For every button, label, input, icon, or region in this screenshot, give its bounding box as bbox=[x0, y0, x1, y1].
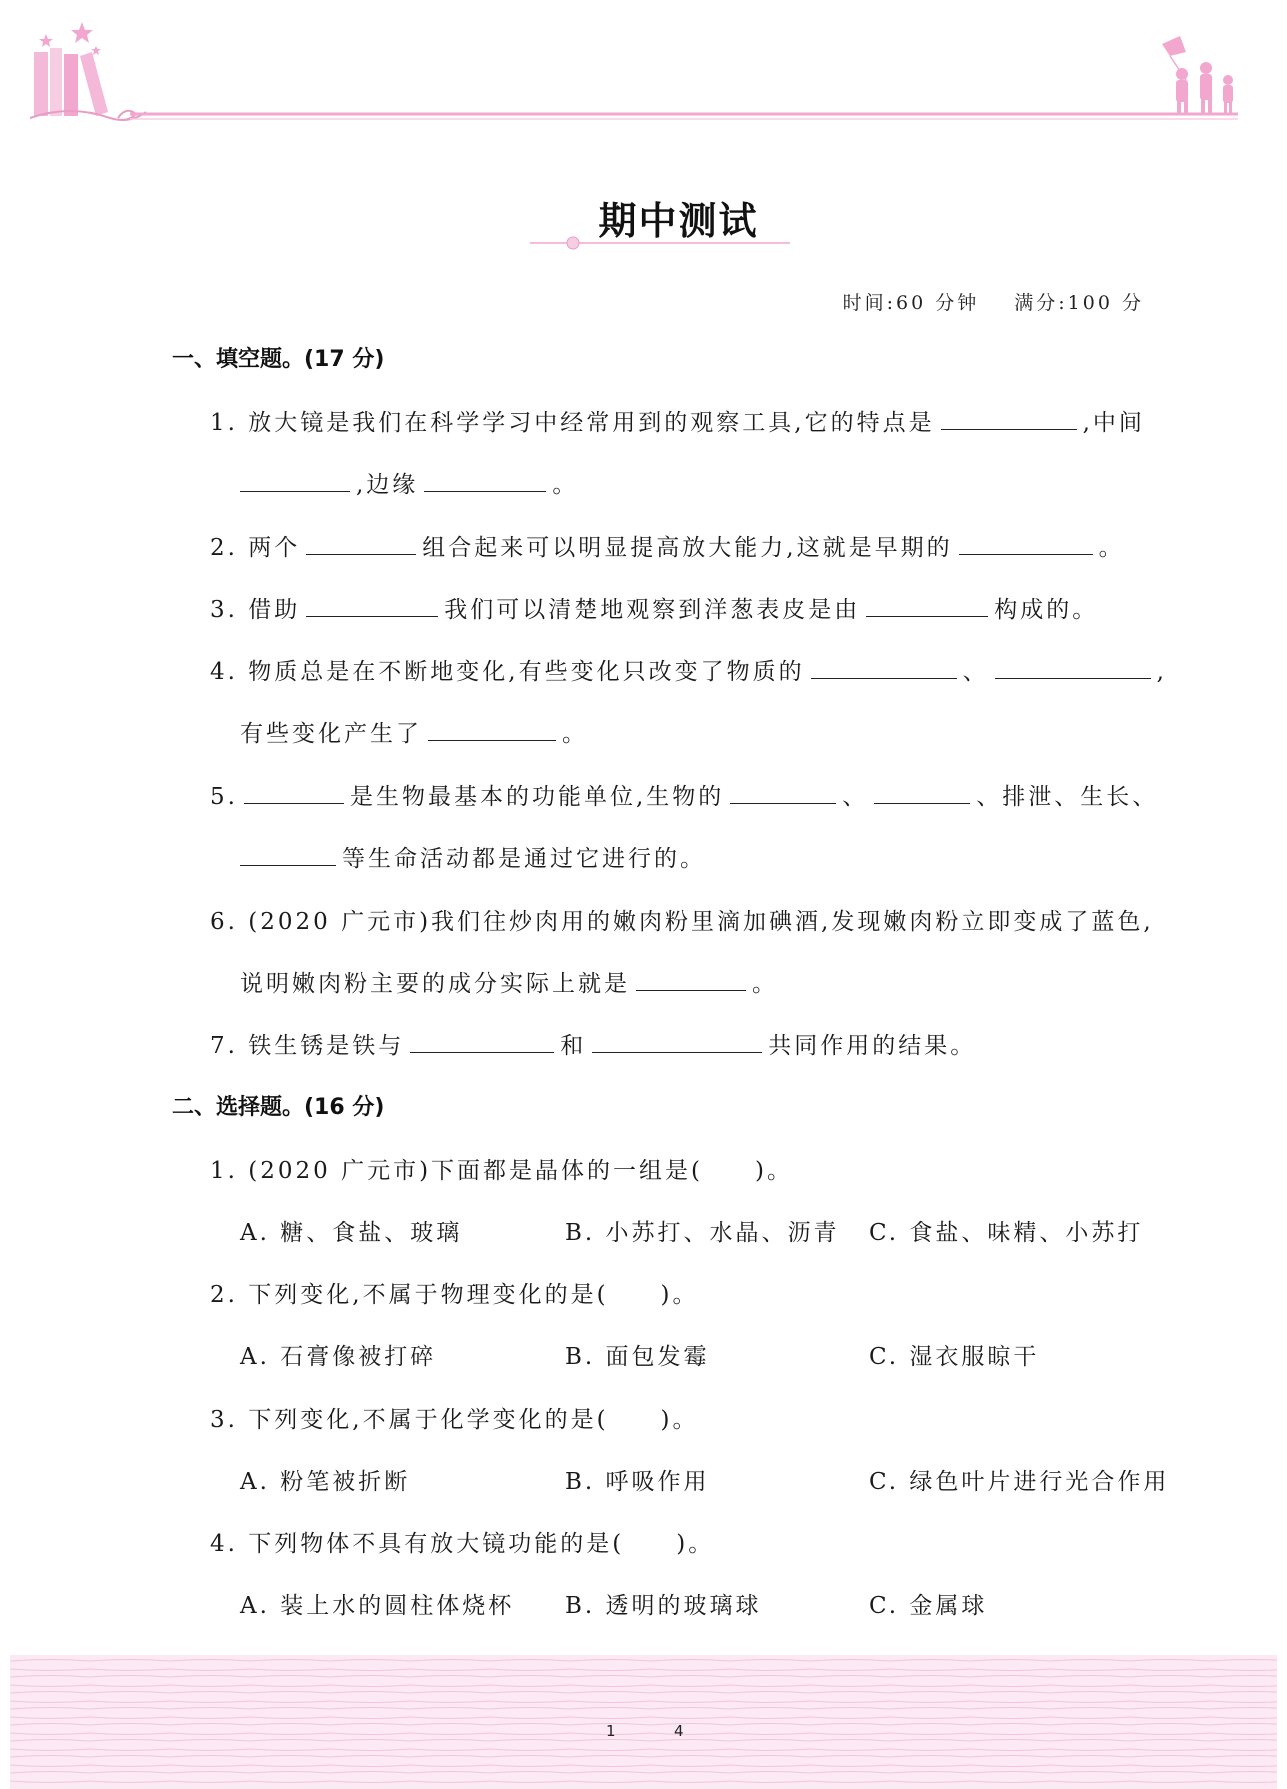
choice-question-4: 4. 下列物体不具有放大镜功能的是( )。 bbox=[210, 1531, 715, 1557]
books-icon bbox=[30, 48, 146, 120]
choice-option-c[interactable]: C. 绿色叶片进行光合作用 bbox=[869, 1469, 1170, 1495]
fill-question-1: 1. 放大镜是我们在科学学习中经常用到的观察工具,它的特点是 ,中间 bbox=[210, 404, 1145, 437]
answer-blank[interactable] bbox=[959, 532, 1093, 555]
footer-wave-band bbox=[10, 1655, 1277, 1789]
answer-blank[interactable] bbox=[811, 656, 957, 679]
answer-blank[interactable] bbox=[874, 781, 970, 804]
choice-option-c[interactable]: C. 湿衣服晾干 bbox=[869, 1344, 1040, 1370]
choice-option-a[interactable]: A. 粉笔被折断 bbox=[240, 1469, 411, 1495]
answer-blank[interactable] bbox=[410, 1030, 554, 1053]
fill-question-7: 7. 铁生锈是铁与 和 共同作用的结果。 bbox=[210, 1027, 976, 1060]
choice-option-c[interactable]: C. 食盐、味精、小苏打 bbox=[869, 1220, 1144, 1246]
section-fill-heading: 一、填空题。(17 分) bbox=[172, 347, 385, 372]
choice-question-3: 3. 下列变化,不属于化学变化的是( )。 bbox=[210, 1407, 699, 1433]
fill-question-5-cont: 等生命活动都是通过它进行的。 bbox=[240, 840, 706, 873]
answer-blank[interactable] bbox=[941, 407, 1077, 430]
choice-option-b[interactable]: B. 面包发霉 bbox=[565, 1344, 710, 1370]
choice-option-a[interactable]: A. 糖、食盐、玻璃 bbox=[240, 1220, 463, 1246]
choice-option-c[interactable]: C. 金属球 bbox=[869, 1593, 988, 1619]
choice-question-1: 1. (2020 广元市)下面都是晶体的一组是( )。 bbox=[210, 1158, 793, 1184]
answer-blank[interactable] bbox=[995, 656, 1151, 679]
answer-blank[interactable] bbox=[240, 469, 350, 492]
answer-blank[interactable] bbox=[306, 594, 438, 617]
answer-blank[interactable] bbox=[866, 594, 988, 617]
exam-meta bbox=[817, 288, 1144, 315]
section-choice-heading: 二、选择题。(16 分) bbox=[172, 1095, 385, 1120]
children-kite-icon bbox=[1162, 36, 1233, 114]
fill-question-1-cont: ,边缘 。 bbox=[240, 466, 578, 499]
choice-option-b[interactable]: B. 小苏打、水晶、沥青 bbox=[565, 1220, 840, 1246]
answer-blank[interactable] bbox=[306, 532, 416, 555]
time-limit: 时间:60 分钟 bbox=[842, 292, 980, 314]
fill-question-5: 5. 是生物最基本的功能单位,生物的 、 、排泄、生长、 bbox=[210, 778, 1158, 811]
fill-question-2: 2. 两个 组合起来可以明显提高放大能力,这就是早期的 。 bbox=[210, 529, 1125, 562]
header-decoration bbox=[0, 0, 1287, 140]
full-score: 满分:100 分 bbox=[1014, 292, 1144, 314]
fill-question-3: 3. 借助 我们可以清楚地观察到洋葱表皮是由 构成的。 bbox=[210, 591, 1098, 624]
choice-option-b[interactable]: B. 呼吸作用 bbox=[565, 1469, 710, 1495]
choice-option-a[interactable]: A. 装上水的圆柱体烧杯 bbox=[240, 1593, 515, 1619]
choice-option-b[interactable]: B. 透明的玻璃球 bbox=[565, 1593, 762, 1619]
title-underline bbox=[530, 236, 790, 250]
answer-blank[interactable] bbox=[424, 469, 546, 492]
answer-blank[interactable] bbox=[244, 781, 344, 804]
choice-option-a[interactable]: A. 石膏像被打碎 bbox=[240, 1344, 437, 1370]
page-number-left: 1 bbox=[606, 1722, 616, 1740]
answer-blank[interactable] bbox=[428, 718, 556, 741]
fill-question-4: 4. 物质总是在不断地变化,有些变化只改变了物质的 、 , bbox=[210, 653, 1167, 686]
answer-blank[interactable] bbox=[636, 968, 746, 991]
fill-question-6: 6. (2020 广元市)我们往炒肉用的嫩肉粉里滴加碘酒,发现嫩肉粉立即变成了蓝色, bbox=[210, 909, 1154, 935]
star-icon bbox=[39, 22, 101, 55]
answer-blank[interactable] bbox=[240, 843, 336, 866]
answer-blank[interactable] bbox=[730, 781, 836, 804]
fill-question-4-cont: 有些变化产生了 。 bbox=[240, 715, 588, 748]
page-title: 期中测试 bbox=[598, 198, 759, 243]
fill-question-6-cont: 说明嫩肉粉主要的成分实际上就是 。 bbox=[240, 965, 778, 998]
answer-blank[interactable] bbox=[592, 1030, 762, 1053]
page-number-right: 4 bbox=[674, 1722, 684, 1740]
choice-question-2: 2. 下列变化,不属于物理变化的是( )。 bbox=[210, 1282, 699, 1308]
